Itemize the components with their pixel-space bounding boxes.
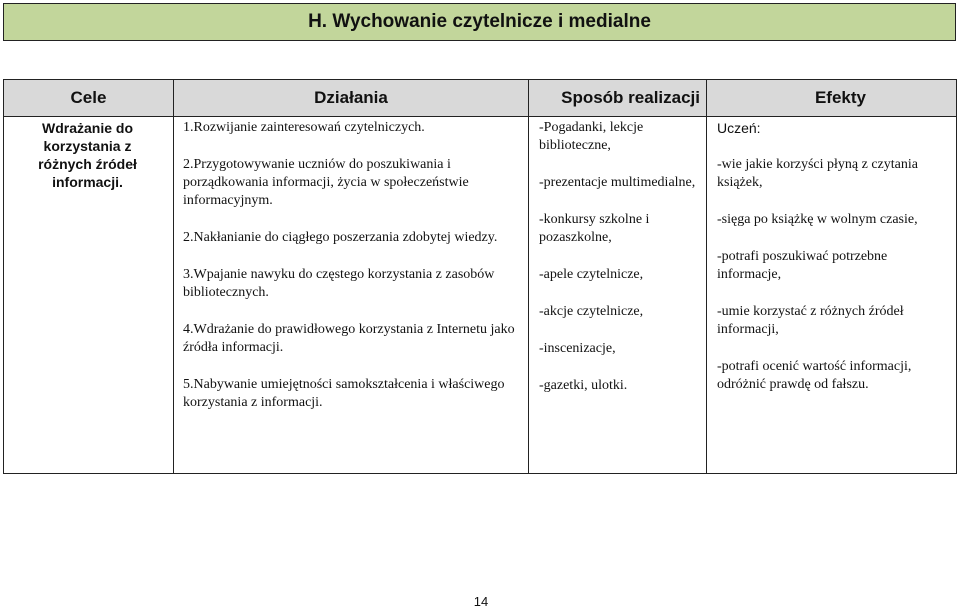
column-header-dzialania: Działania	[174, 80, 529, 117]
method-item: -gazetki, ulotki.	[539, 378, 628, 393]
method-item: -prezentacje multimedialne,	[539, 175, 696, 190]
effects-lead: Uczeń:	[717, 120, 761, 136]
column-header-cele: Cele	[4, 80, 174, 117]
method-item: -apele czytelnicze,	[539, 267, 644, 282]
effect-item: -umie korzystać z różnych źródeł informacji,	[717, 304, 904, 337]
effect-item: -wie jakie korzyści płyną z czytania książek,	[717, 157, 918, 190]
column-header-efekty: Efekty	[707, 80, 957, 117]
column-header-sposob: Sposób realizacji	[529, 80, 707, 117]
goal-text: Wdrażanie do korzystania z różnych źródeł informacji.	[38, 120, 137, 190]
plan-table	[3, 79, 957, 474]
table-header-row	[4, 80, 957, 117]
page-number: 14	[473, 594, 489, 609]
section-title	[3, 3, 956, 41]
method-item: -inscenizacje,	[539, 341, 616, 356]
section-title-text: H. Wychowanie czytelnicze i medialne	[308, 11, 651, 32]
action-item: 2.Nakłanianie do ciągłego poszerzania zdobytej wiedzy.	[183, 230, 498, 245]
effect-item: -potrafi ocenić wartość informacji, odróżnić prawdę od fałszu.	[717, 359, 912, 392]
table-row	[4, 117, 957, 474]
action-item: 3.Wpajanie nawyku do częstego korzystania z zasobów bibliotecznych.	[183, 267, 495, 300]
method-item: -Pogadanki, lekcje biblioteczne,	[539, 120, 644, 153]
cell-sposob	[529, 117, 707, 474]
effect-item: -sięga po książkę w wolnym czasie,	[717, 212, 918, 227]
method-item: -akcje czytelnicze,	[539, 304, 644, 319]
action-item: 1.Rozwijanie zainteresowań czytelniczych.	[183, 120, 425, 135]
cell-efekty	[707, 117, 957, 474]
action-item: 4.Wdrażanie do prawidłowego korzystania z Internetu jako źródła informacji.	[183, 322, 515, 355]
action-item: 2.Przygotowywanie uczniów do poszukiwania i porządkowania informacji, życia w społeczeństwie informacyjnym.	[183, 157, 469, 208]
method-item: -konkursy szkolne i pozaszkolne,	[539, 212, 650, 245]
cell-dzialania	[174, 117, 529, 474]
action-item: 5.Nabywanie umiejętności samokształcenia i właściwego korzystania z informacji.	[183, 377, 505, 410]
cell-cele	[4, 117, 174, 474]
effect-item: -potrafi poszukiwać potrzebne informacje,	[717, 249, 888, 282]
